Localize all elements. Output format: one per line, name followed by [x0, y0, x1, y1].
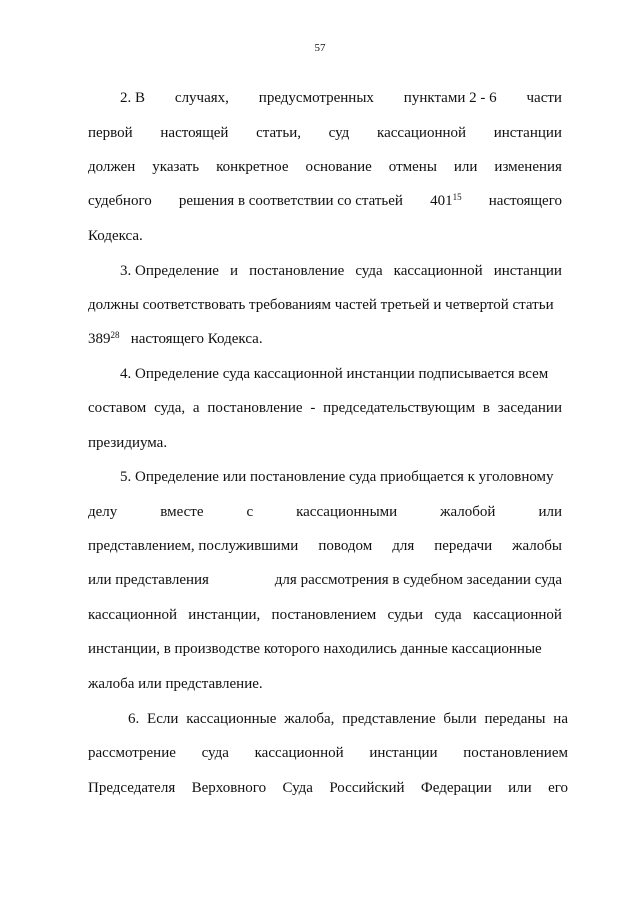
- word: Верховного: [191, 780, 267, 796]
- word: кассационной: [254, 745, 344, 761]
- word: первой: [88, 125, 133, 141]
- word: жалобой: [440, 504, 496, 520]
- word: Если: [147, 711, 179, 727]
- word: Федерации: [420, 780, 492, 796]
- word: в: [482, 400, 490, 416]
- word: 2. В: [120, 90, 146, 106]
- word: были: [443, 711, 477, 727]
- word: для рассмотрения в судебном заседании суда: [274, 572, 562, 588]
- word: составом: [88, 400, 147, 416]
- text-line: [88, 537, 562, 555]
- word: делу: [88, 504, 118, 520]
- word: Российский: [329, 780, 405, 796]
- page-number: 57: [314, 42, 326, 54]
- word: кассационной: [393, 263, 483, 279]
- word: инстанции: [493, 125, 562, 141]
- word: рассмотрение: [88, 745, 176, 761]
- text-line: [120, 262, 562, 280]
- word: или: [508, 780, 532, 796]
- word: с: [246, 504, 254, 520]
- text-line: 5. Определение или постановление суда приобщается к уголовному: [120, 469, 554, 485]
- word: судебного: [88, 193, 152, 209]
- word: Суда: [282, 780, 313, 796]
- word: изменения: [494, 159, 562, 175]
- word: передачи: [434, 538, 493, 554]
- word: суда: [201, 745, 229, 761]
- text-line: [88, 503, 562, 521]
- word: переданы: [484, 711, 546, 727]
- word: части: [526, 90, 562, 106]
- article-ref: $389^{28}$: [88, 330, 120, 347]
- word: председательствующим: [323, 400, 476, 416]
- word: жалоба,: [284, 711, 335, 727]
- word: для: [392, 538, 415, 554]
- text-line: Кодекса.: [88, 228, 143, 244]
- text-line: [88, 399, 562, 417]
- text-line: [88, 124, 562, 142]
- text-line: [88, 779, 568, 797]
- word: Председателя: [88, 780, 176, 796]
- article-ref: $401^{15}$: [430, 192, 462, 209]
- text-line: президиума.: [88, 435, 168, 451]
- word: судьи: [387, 607, 424, 623]
- word: представление: [342, 711, 436, 727]
- word: а: [192, 400, 200, 416]
- text-line: [88, 192, 562, 210]
- word: кассационной: [472, 607, 562, 623]
- word: 6.: [128, 711, 140, 727]
- word: на: [553, 711, 568, 727]
- word: настоящего Кодекса.: [130, 331, 263, 347]
- word: или: [538, 504, 562, 520]
- word: представлением, послужившими: [88, 538, 299, 554]
- word: суда: [434, 607, 462, 623]
- text-line: [88, 158, 562, 176]
- text-line: [128, 710, 568, 728]
- word: инстанции,: [188, 607, 261, 623]
- word: жалобы: [512, 538, 562, 554]
- word: инстанции: [493, 263, 562, 279]
- word: его: [548, 780, 568, 796]
- word: постановление: [249, 263, 345, 279]
- word: 3. Определение: [120, 263, 219, 279]
- text-line: жалоба или представление.: [88, 676, 263, 692]
- word: указать: [152, 159, 200, 175]
- word: пунктами 2 - 6: [403, 90, 497, 106]
- word: кассационные: [186, 711, 277, 727]
- word: постановлением: [271, 607, 377, 623]
- text-line: инстанции, в производстве которого находились данные кассационные: [88, 641, 542, 657]
- word: инстанции: [369, 745, 438, 761]
- word: -: [310, 400, 316, 416]
- word: заседании: [497, 400, 562, 416]
- word: предусмотренных: [258, 90, 374, 106]
- word: статьи,: [256, 125, 301, 141]
- word: или представления: [88, 572, 209, 588]
- word: кассационными: [296, 504, 398, 520]
- word: и: [230, 263, 239, 279]
- text-line: [88, 606, 562, 624]
- word: вместе: [160, 504, 204, 520]
- word: настоящего: [488, 193, 562, 209]
- text-line: [88, 330, 263, 348]
- text-line: [88, 744, 568, 762]
- word: решения в соответствии со статьей: [178, 193, 403, 209]
- word: или: [453, 159, 478, 175]
- word: настоящей: [160, 125, 229, 141]
- word: суда,: [154, 400, 186, 416]
- word: постановлением: [463, 745, 568, 761]
- word: случаях,: [174, 90, 229, 106]
- word: кассационной: [88, 607, 178, 623]
- text-line: 4. Определение суда кассационной инстанции подписывается всем: [120, 366, 549, 382]
- word: кассационной: [377, 125, 467, 141]
- word: отмены: [388, 159, 437, 175]
- word: основание: [305, 159, 372, 175]
- word: должен: [88, 159, 136, 175]
- text-line: [120, 89, 562, 107]
- word: суд: [328, 125, 350, 141]
- word: поводом: [318, 538, 373, 554]
- text-line: должны соответствовать требованиям частей третьей и четвертой статьи: [88, 297, 554, 313]
- word: постановление: [207, 400, 303, 416]
- text-line: [88, 571, 562, 589]
- word: конкретное: [216, 159, 289, 175]
- word: суда: [355, 263, 383, 279]
